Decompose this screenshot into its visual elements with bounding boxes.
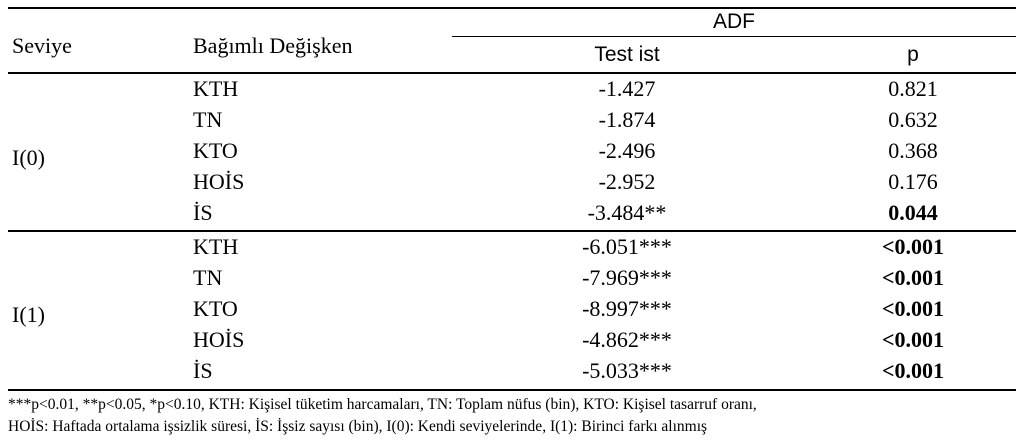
table-bottom-rule	[8, 389, 1016, 391]
table-cell-test-stat: -6.051***	[582, 234, 672, 259]
top-rule	[8, 7, 1016, 9]
adf-underline	[452, 36, 1016, 37]
group-separator-rule	[8, 230, 1016, 232]
table-cell-test-stat: -5.033***	[582, 358, 672, 383]
footnote-line-1: ***p<0.01, **p<0.05, *p<0.10, KTH: Kişisel tüketim harcamaları, TN: Toplam nüfus (bin), KTO: Kişisel tasarruf oranı,	[8, 396, 757, 413]
table-cell-variable: KTH	[193, 76, 239, 101]
table-cell-test-stat: -1.874	[598, 107, 656, 132]
table-cell-variable: İS	[193, 358, 213, 383]
header-test-statistic: Test ist	[594, 43, 660, 66]
table-cell-p-value: 0.632	[888, 107, 938, 132]
table-cell-p-value: <0.001	[881, 358, 945, 383]
table-cell-variable: KTH	[193, 234, 239, 259]
table-cell-p-value: 0.044	[888, 200, 938, 225]
header-bottom-rule	[8, 72, 1016, 74]
group-level-label: I(0)	[12, 145, 45, 170]
header-level: Seviye	[12, 33, 72, 58]
table-cell-p-value: 0.821	[888, 76, 938, 101]
table-cell-test-stat: -2.952	[598, 169, 656, 194]
table-cell-p-value: <0.001	[881, 327, 945, 352]
table-cell-variable: HOİS	[193, 169, 245, 194]
table-cell-test-stat: -7.969***	[582, 265, 672, 290]
header-adf-group: ADF	[713, 10, 755, 33]
table-cell-variable: İS	[193, 200, 213, 225]
footnote-line-2: HOİS: Haftada ortalama işsizlik süresi, İS: İşsiz sayısı (bin), I(0): Kendi seviyelerinde, I(1): Birinci farkı alınmış	[8, 418, 708, 435]
table-cell-p-value: 0.368	[888, 138, 938, 163]
table-cell-test-stat: -1.427	[598, 76, 656, 101]
table-cell-p-value: 0.176	[888, 169, 938, 194]
header-p-value: p	[907, 43, 919, 66]
table-cell-test-stat: -3.484**	[587, 200, 667, 225]
header-dependent-variable: Bağımlı Değişken	[193, 33, 353, 58]
table-cell-p-value: <0.001	[881, 296, 945, 321]
table-cell-p-value: <0.001	[881, 234, 945, 259]
table-cell-variable: KTO	[193, 138, 238, 163]
table-cell-p-value: <0.001	[881, 265, 945, 290]
table-cell-variable: TN	[193, 265, 223, 290]
table-cell-test-stat: -4.862***	[582, 327, 672, 352]
group-level-label: I(1)	[12, 302, 45, 327]
table-cell-test-stat: -8.997***	[582, 296, 672, 321]
table-cell-variable: TN	[193, 107, 223, 132]
table-cell-test-stat: -2.496	[598, 138, 656, 163]
table-cell-variable: KTO	[193, 296, 238, 321]
table-cell-variable: HOİS	[193, 327, 245, 352]
